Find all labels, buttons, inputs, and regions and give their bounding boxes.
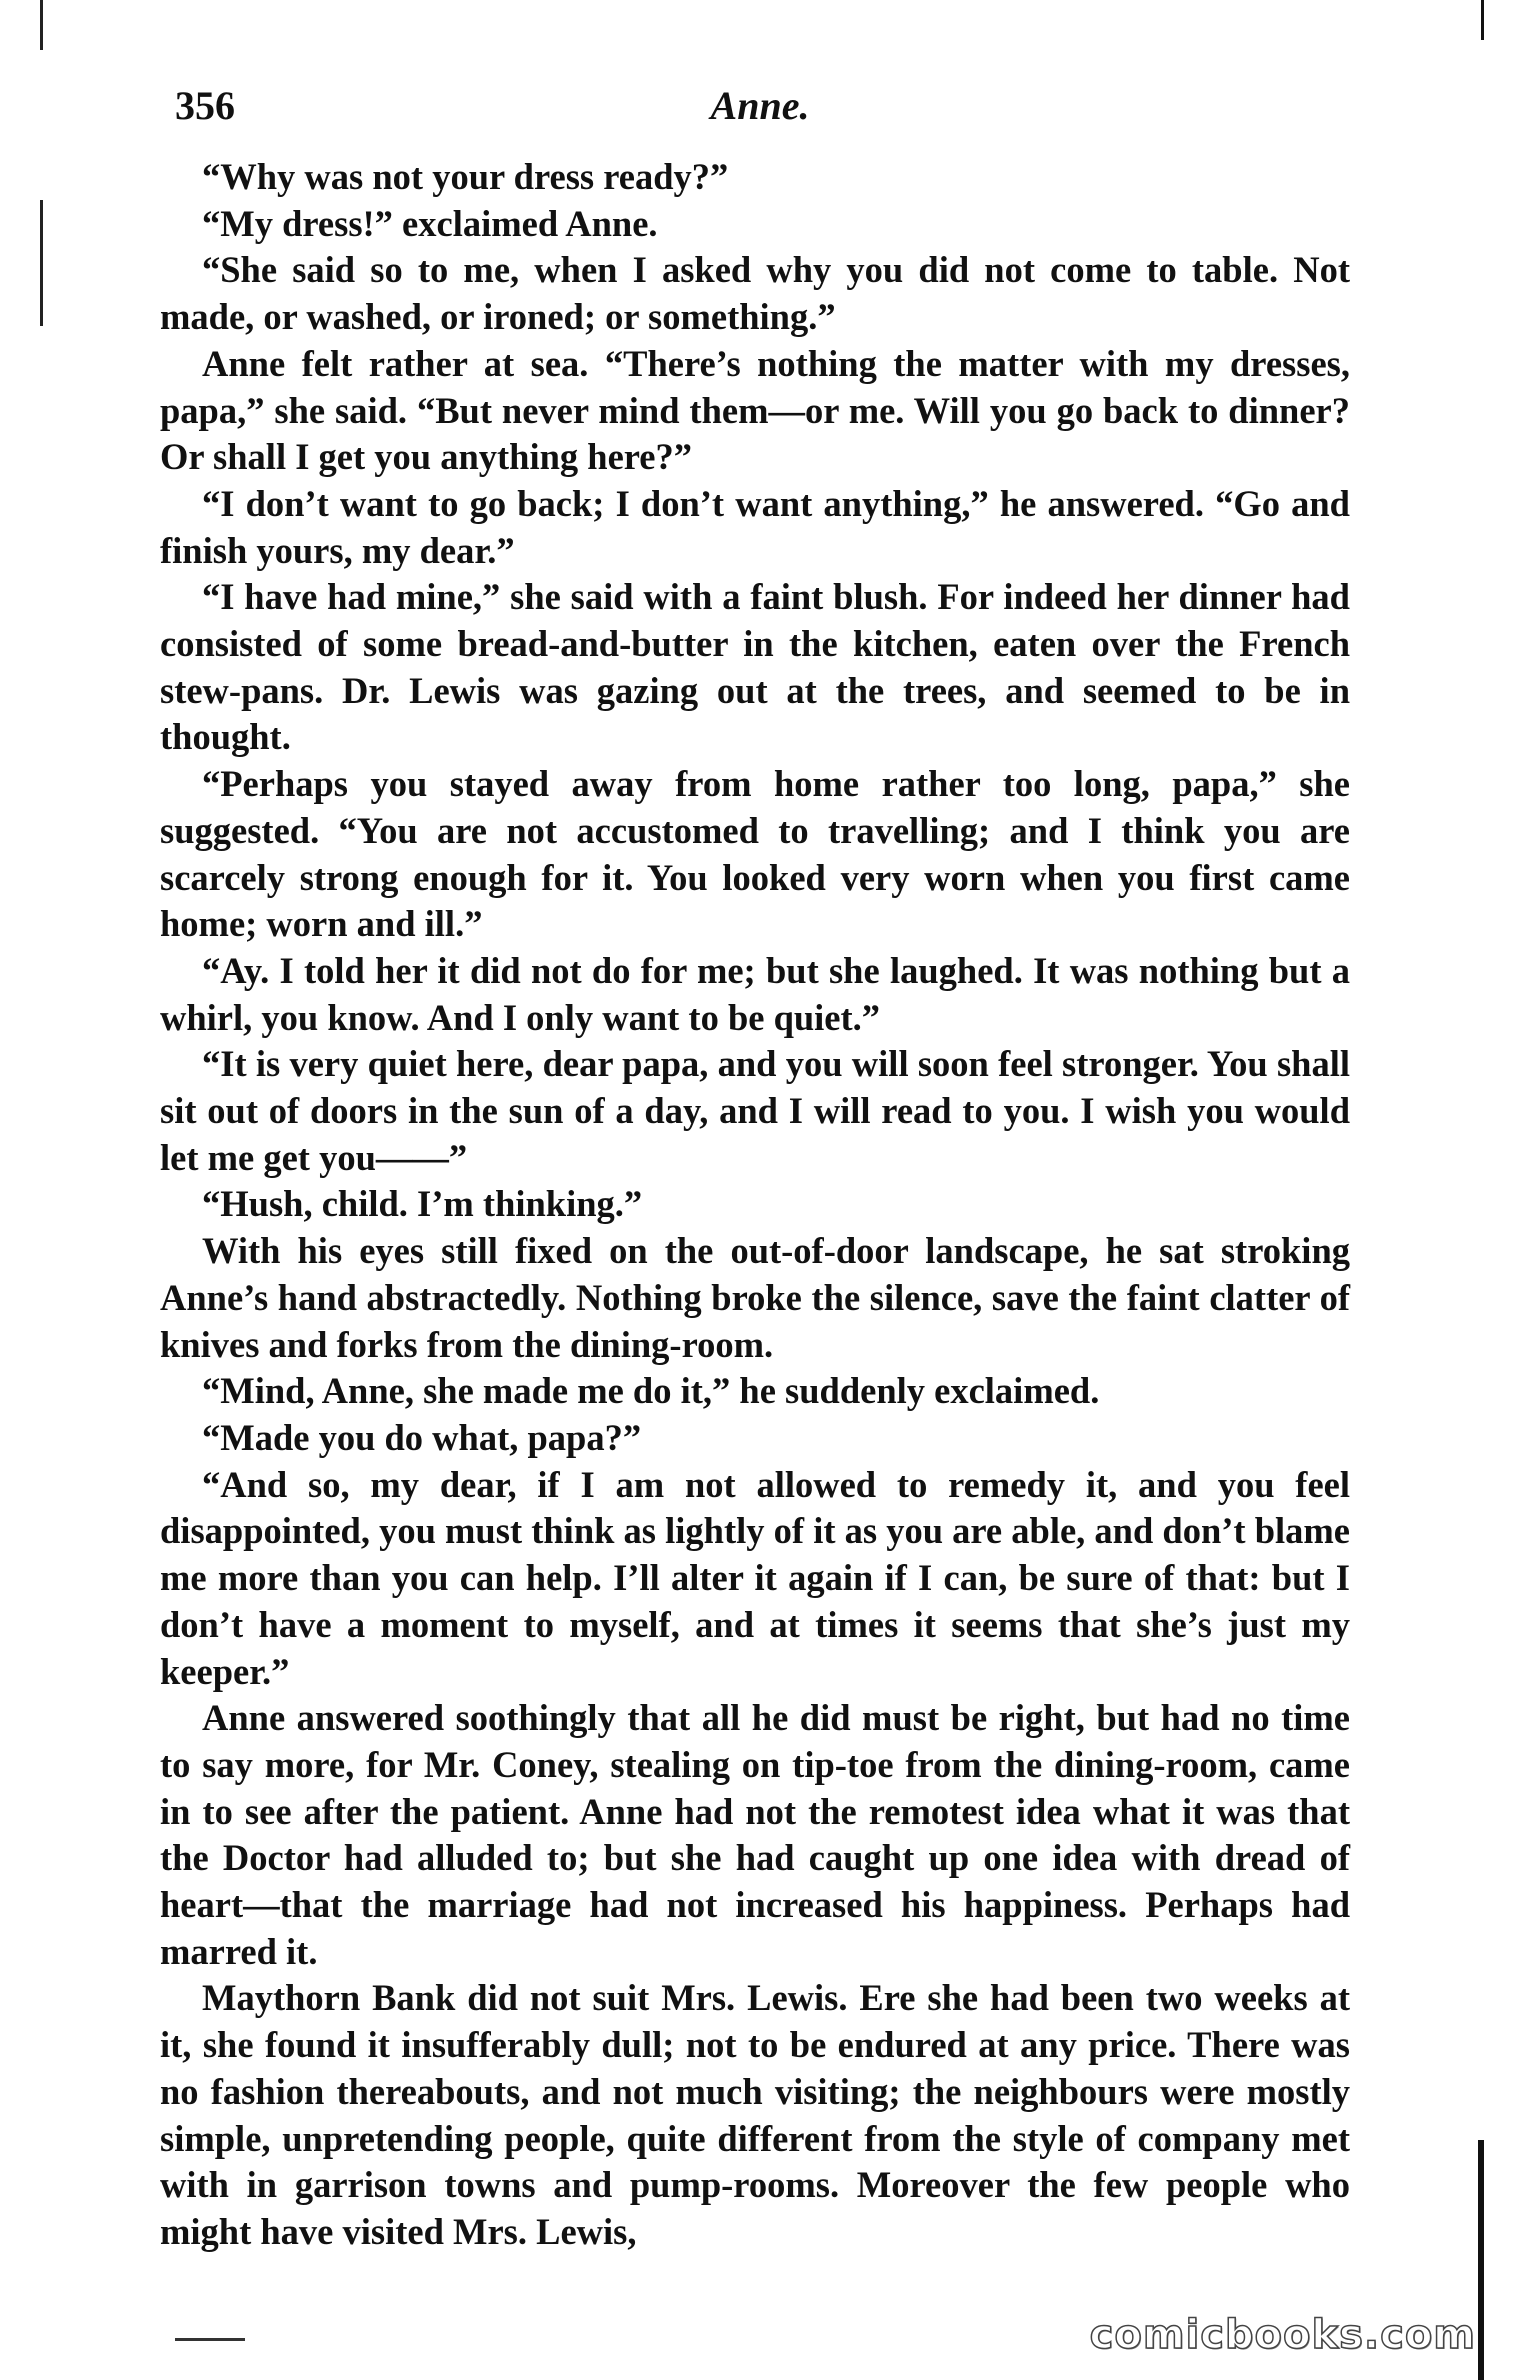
scan-edge-right (1478, 2140, 1484, 2380)
scan-edge-left-top (40, 0, 43, 50)
paragraph: “Perhaps you stayed away from home rather too long, papa,” she suggested. “You are not accustomed to travelling; and I think you are scarcely strong enough for it. You looked very worn when you first came home; worn and ill.” (160, 763, 1350, 945)
paragraph: “She said so to me, when I asked why you did not come to table. Not made, or washed, or ironed; or something.” (160, 249, 1350, 338)
footer-rule (175, 2338, 245, 2341)
paragraph: “And so, my dear, if I am not allowed to remedy it, and you feel disappointed, you must think as lightly of it as you are able, and don’t blame me more than you can help. I’ll alter it again if I can, be sure of that: but I don’t have a moment to myself, and at times it seems that she’s just my keeper.” (160, 1463, 1350, 1692)
paragraph: “I don’t want to go back; I don’t want anything,” he answered. “Go and finish yours, my dear.” (160, 482, 1350, 571)
paragraph: “Made you do what, papa?” (202, 1416, 642, 1458)
watermark-logo: comicbooks.com (1089, 2312, 1476, 2358)
paragraph: Anne felt rather at sea. “There’s nothing the matter with my dresses, papa,” she said. “But never mind them—or me. Will you go back to dinner? Or shall I get you anything here?” (160, 342, 1350, 478)
paragraph: “Why was not your dress ready?” (202, 156, 729, 197)
page-number: 356 (175, 83, 235, 128)
scan-edge-left-mark (40, 306, 43, 326)
paragraph: Anne answered soothingly that all he did must be right, but had no time to say more, for Mr. Coney, stealing on tip-toe from the dining-room, came in to see after the patient. Anne had not the remotest idea what it was that the Doctor had alluded to; but she had caught up one idea with dread of heart—that the marriage had not increased his happiness. Perhaps had marred it. (160, 1697, 1350, 1972)
paragraph: “I have had mine,” she said with a faint blush. For indeed her dinner had consisted of some bread-and-butter in the kitchen, eaten over the French stew-pans. Dr. Lewis was gazing out at the trees, and seemed to be in thought. (160, 576, 1350, 758)
running-title: Anne. (710, 83, 810, 128)
paragraph: “It is very quiet here, dear papa, and you will soon feel stronger. You shall sit out of doors in the sun of a day, and I will read to you. I wish you would let me get you——” (160, 1043, 1350, 1178)
paragraph: “Ay. I told her it did not do for me; but she laughed. It was nothing but a whirl, you know. And I only want to be quiet.” (160, 949, 1350, 1038)
paragraph: With his eyes still fixed on the out-of-door landscape, he sat stroking Anne’s hand abstractedly. Nothing broke the silence, save the faint clatter of knives and forks from the dining-room. (160, 1230, 1350, 1365)
paragraph: “Mind, Anne, she made me do it,” he suddenly exclaimed. (202, 1370, 1100, 1412)
paragraph: Maythorn Bank did not suit Mrs. Lewis. Ere she had been two weeks at it, she found it insufferably dull; not to be endured at any price. There was no fashion thereabouts, and not much visiting; the neighbours were mostly simple, unpretending people, quite different from the style of company met with in garrison towns and pump-rooms. Moreover the few people who might have visited Mrs. Lewis, (160, 1977, 1350, 2252)
running-head (175, 82, 1345, 142)
paragraph: “My dress!” exclaimed Anne. (202, 202, 658, 244)
scan-edge-right-top (1481, 0, 1484, 40)
paragraph: “Hush, child. I’m thinking.” (202, 1183, 643, 1225)
body-text (160, 154, 1350, 2256)
scan-edge-left-mid (40, 200, 43, 310)
